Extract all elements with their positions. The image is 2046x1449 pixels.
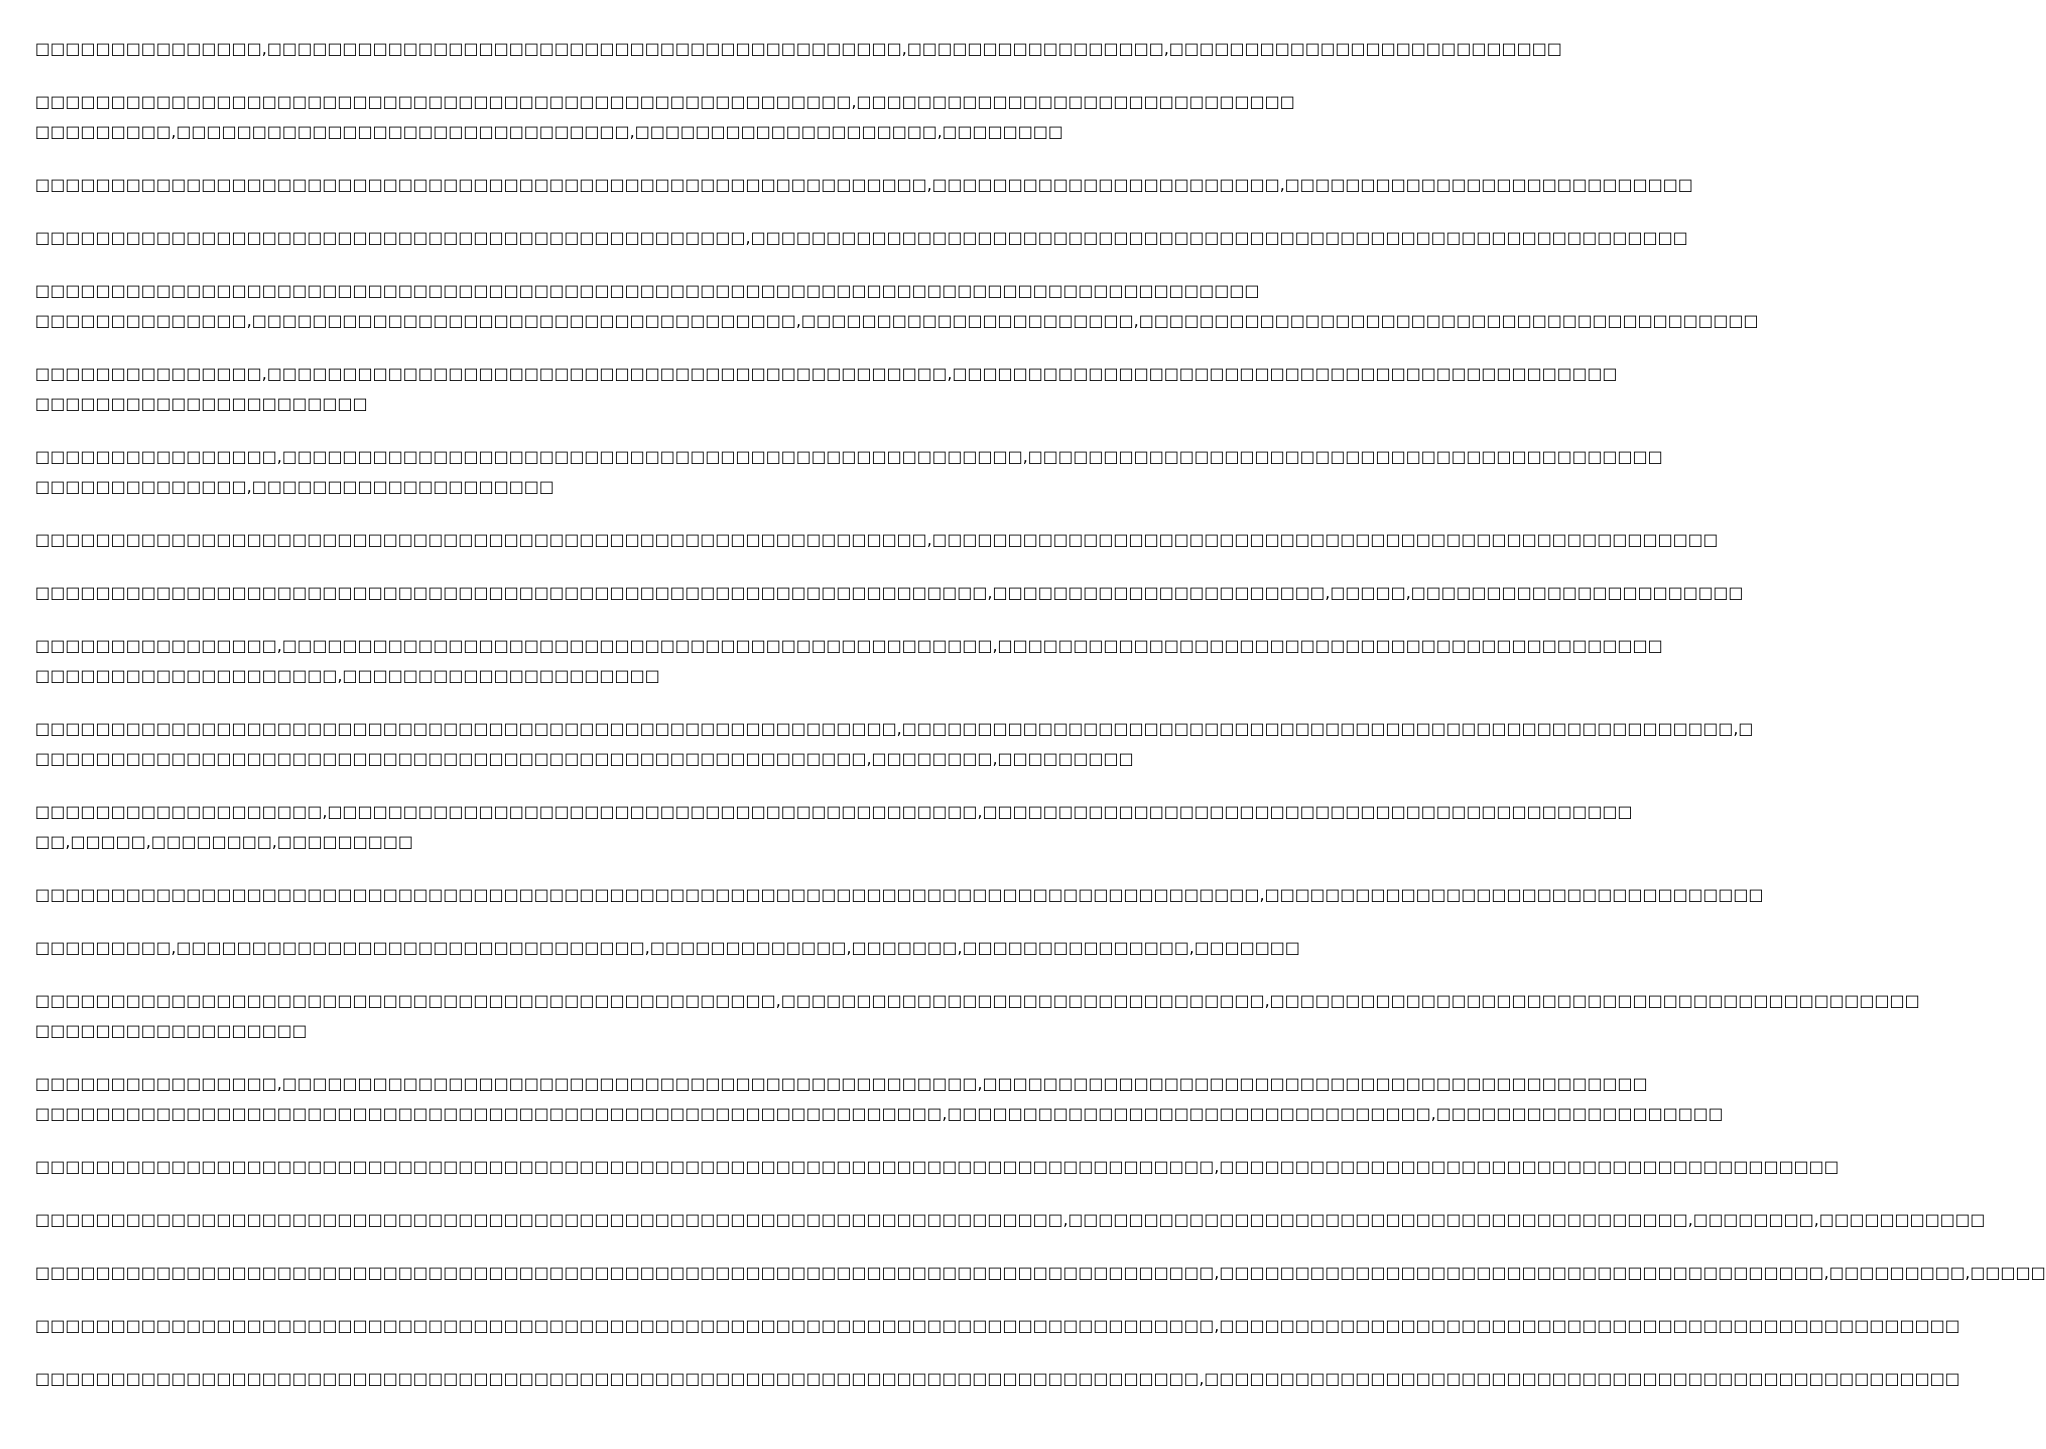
text-line: □□□□□□□□□□□□□□□□□□□□□□□□□□□□□□□□□□□□□□□□□□□□□□□□□□□□□□□,□□□□□□□□,□□□□□□□□□	[35, 749, 1134, 768]
paragraph-17	[35, 1152, 1840, 1182]
text-line: □□□□□□□□□□□□□□□□□□□□□□□□□□□□□□□□□□□□□□□□□□□□□□□□□□□□□□□□□,□□□□□□□□□□□□□□□□□□□□□□□□□□□□□□□□□□□□□□□□□□□□□□□□□□□□□□□,□	[35, 719, 1754, 738]
text-line: □□□□□□□□□□□□□□□□□□□□□□□□□□□□□□□□□□□□□□□□□□□□□□□□□,□□□□□□□□□□□□□□□□□□□□□□□□□□□□□□□□,□□□□□□□□□□□□□□□□□□□□□□□□□□□□□□□□□□□□□□□□□□□	[35, 991, 1920, 1010]
text-line: □□□□□□□□□□□□□□□□□□□□□□□□□□□□□□□□□□□□□□□□□□□□□□□□□□□□□□□□□□□□□□□□□□□□□□□□□□□□□□,□□□□□□□□□□□□□□□□□□□□□□□□□□□□□□□□□□□□□□□□□	[35, 1157, 1840, 1176]
paragraph-3	[35, 170, 1693, 200]
paragraph-8	[35, 525, 1719, 555]
paragraph-20	[35, 1311, 1960, 1341]
text-line: □□□□□□□□□□□□□□□□□□□□□□	[35, 394, 368, 413]
text-line: □□□□□□□□□□□□□□□,□□□□□□□□□□□□□□□□□□□□□□□□□□□□□□□□□□□□□□□□□□,□□□□□□□□□□□□□□□□□,□□□□□□□□□□□□□□□□□□□□□□□□□□	[35, 39, 1562, 58]
text-line: □□□□□□□□□□□□□□□□□□□□□□□□□□□□□□□□□□□□□□□□□□□□□□□□□□□□□□□□□□□□□□□□□□□□□□□□□□□□□,□□□□□□□□□□□□□□□□□□□□□□□□□□□□□□□□□□□□□□□□□□□□□□□□□□	[35, 1369, 1960, 1388]
text-line: □□□□□□□□□□□□□□□□□□□□□□□□□□□□□□□□□□□□□□□□□□□□□□□□□□□□□□,□□□□□□□□□□□□□□□□□□□□□□□□□□□□□	[35, 92, 1295, 111]
text-line: □□□□□□□□□□□□□□□□,□□□□□□□□□□□□□□□□□□□□□□□□□□□□□□□□□□□□□□□□□□□□□□,□□□□□□□□□□□□□□□□□□□□□□□□□□□□□□□□□□□□□□□□□□□□	[35, 1074, 1648, 1093]
text-line: □□□□□□□□□□□□□□□□□□□□□□□□□□□□□□□□□□□□□□□□□□□□□□□□□□□□□□□□□□□□□□□□□□□□□□□□□□□□□□□□□	[35, 281, 1260, 300]
text-line: □□□□□□□□□□□□□□□□□□□□□□□□□□□□□□□□□□□□□□□□□□□□□□□□□□□□□□□□□□□□□□□□□□□□□□□□□□□□□□,□□□□□□□□□□□□□□□□□□□□□□□□□□□□□□□□□□□□□□□□□□□□□□□□□	[35, 1316, 1960, 1335]
text-line: □□□□□□□□□□□□□□□□□□□,□□□□□□□□□□□□□□□□□□□□□□□□□□□□□□□□□□□□□□□□□□□,□□□□□□□□□□□□□□□□□□□□□□□□□□□□□□□□□□□□□□□□□□□	[35, 802, 1633, 821]
paragraph-14	[35, 933, 1301, 963]
text-line: □□□□□□□□□□□□□□□□□□□□□□□□□□□□□□□□□□□□□□□□□□□□□□□□□□□□□□□□□□□□□□□□□□□□□□□□□□□□□□□□□,□□□□□□□□□□□□□□□□□□□□□□□□□□□□□□□□□	[35, 885, 1764, 904]
text-line: □□□□□□□□□□□□□□□□□□□□,□□□□□□□□□□□□□□□□□□□□□	[35, 666, 660, 685]
text-line: □□,□□□□□,□□□□□□□□,□□□□□□□□□	[35, 832, 414, 851]
text-line: □□□□□□□□□□□□□□□□□□□□□□□□□□□□□□□□□□□□□□□□□□□□□□□□□□□□□□□□□□□□□□□□□□□□□□□□□□□□□□,□□□□□□□□□□□□□□□□□□□□□□□□□□□□□□□□□□□□□□□□,□□□□□□□□□,□□□□□	[35, 1263, 2046, 1282]
paragraph-13	[35, 880, 1764, 910]
paragraph-11	[35, 714, 1754, 774]
text-line: □□□□□□□□□□□□□□□□□□□□□□□□□□□□□□□□□□□□□□□□□□□□□□□□□□□□□□□□□□□,□□□□□□□□□□□□□□□□□□□□□□□,□□□□□□□□□□□□□□□□□□□□□□□□□□□	[35, 175, 1693, 194]
text-line: □□□□□□□□□□□□□□,□□□□□□□□□□□□□□□□□□□□	[35, 477, 555, 496]
text-line: □□□□□□□□□□□□□□□□,□□□□□□□□□□□□□□□□□□□□□□□□□□□□□□□□□□□□□□□□□□□□□□□□□,□□□□□□□□□□□□□□□□□□□□□□□□□□□□□□□□□□□□□□□□□□	[35, 447, 1663, 466]
text-line: □□□□□□□□□,□□□□□□□□□□□□□□□□□□□□□□□□□□□□□□□,□□□□□□□□□□□□□,□□□□□□□,□□□□□□□□□□□□□□□,□□□□□□□	[35, 938, 1301, 957]
paragraph-12	[35, 797, 1633, 857]
paragraph-15	[35, 986, 1920, 1046]
paragraph-16	[35, 1069, 1724, 1129]
text-line: □□□□□□□□□□□□□□,□□□□□□□□□□□□□□□□□□□□□□□□□□□□□□□□□□□□,□□□□□□□□□□□□□□□□□□□□□□,□□□□□□□□□□□□□□□□□□□□□□□□□□□□□□□□□□□□□□□□□	[35, 311, 1759, 330]
document-body	[35, 34, 2046, 1417]
text-line: □□□□□□□□□□□□□□□□□□□□□□□□□□□□□□□□□□□□□□□□□□□□□□□,□□□□□□□□□□□□□□□□□□□□□□□□□□□□□□□□□□□□□□□□□□□□□□□□□□□□□□□□□□□□□□	[35, 228, 1688, 247]
paragraph-5	[35, 276, 1759, 336]
paragraph-4	[35, 223, 1688, 253]
paragraph-7	[35, 442, 1663, 502]
text-line: □□□□□□□□□□□□□□□□,□□□□□□□□□□□□□□□□□□□□□□□□□□□□□□□□□□□□□□□□□□□□□□□,□□□□□□□□□□□□□□□□□□□□□□□□□□□□□□□□□□□□□□□□□□□□	[35, 636, 1663, 655]
text-line: □□□□□□□□□□□□□□□□□□□□□□□□□□□□□□□□□□□□□□□□□□□□□□□□□□□□□□□□□□□□□□□,□□□□□□□□□□□□□□□□□□□□□□,□□□□□,□□□□□□□□□□□□□□□□□□□□□□	[35, 583, 1744, 602]
paragraph-10	[35, 631, 1663, 691]
text-line: □□□□□□□□□□□□□□□□□□□□□□□□□□□□□□□□□□□□□□□□□□□□□□□□□□□□□□□□□□□□,□□□□□□□□□□□□□□□□□□□□□□□□□□□□□□□□,□□□□□□□□□□□□□□□□□□□	[35, 1104, 1724, 1123]
text-line: □□□□□□□□□□□□□□□□□□□□□□□□□□□□□□□□□□□□□□□□□□□□□□□□□□□□□□□□□□□,□□□□□□□□□□□□□□□□□□□□□□□□□□□□□□□□□□□□□□□□□□□□□□□□□□□□	[35, 530, 1719, 549]
paragraph-1	[35, 34, 1562, 64]
paragraph-18	[35, 1205, 1986, 1235]
paragraph-2	[35, 87, 1295, 147]
paragraph-6	[35, 359, 1618, 419]
paragraph-19	[35, 1258, 2046, 1288]
paragraph-9	[35, 578, 1744, 608]
text-line: □□□□□□□□□□□□□□□□□□□□□□□□□□□□□□□□□□□□□□□□□□□□□□□□□□□□□□□□□□□□□□□□□□□□,□□□□□□□□□□□□□□□□□□□□□□□□□□□□□□□□□□□□□□□□□,□□□□□□□□,□□□□□□□□□□□	[35, 1210, 1986, 1229]
paragraph-21	[35, 1364, 1960, 1394]
text-line: □□□□□□□□□,□□□□□□□□□□□□□□□□□□□□□□□□□□□□□□,□□□□□□□□□□□□□□□□□□□□,□□□□□□□□	[35, 122, 1064, 141]
text-line: □□□□□□□□□□□□□□□□□□	[35, 1021, 308, 1040]
text-line: □□□□□□□□□□□□□□□,□□□□□□□□□□□□□□□□□□□□□□□□□□□□□□□□□□□□□□□□□□□□□,□□□□□□□□□□□□□□□□□□□□□□□□□□□□□□□□□□□□□□□□□□□□	[35, 364, 1618, 383]
